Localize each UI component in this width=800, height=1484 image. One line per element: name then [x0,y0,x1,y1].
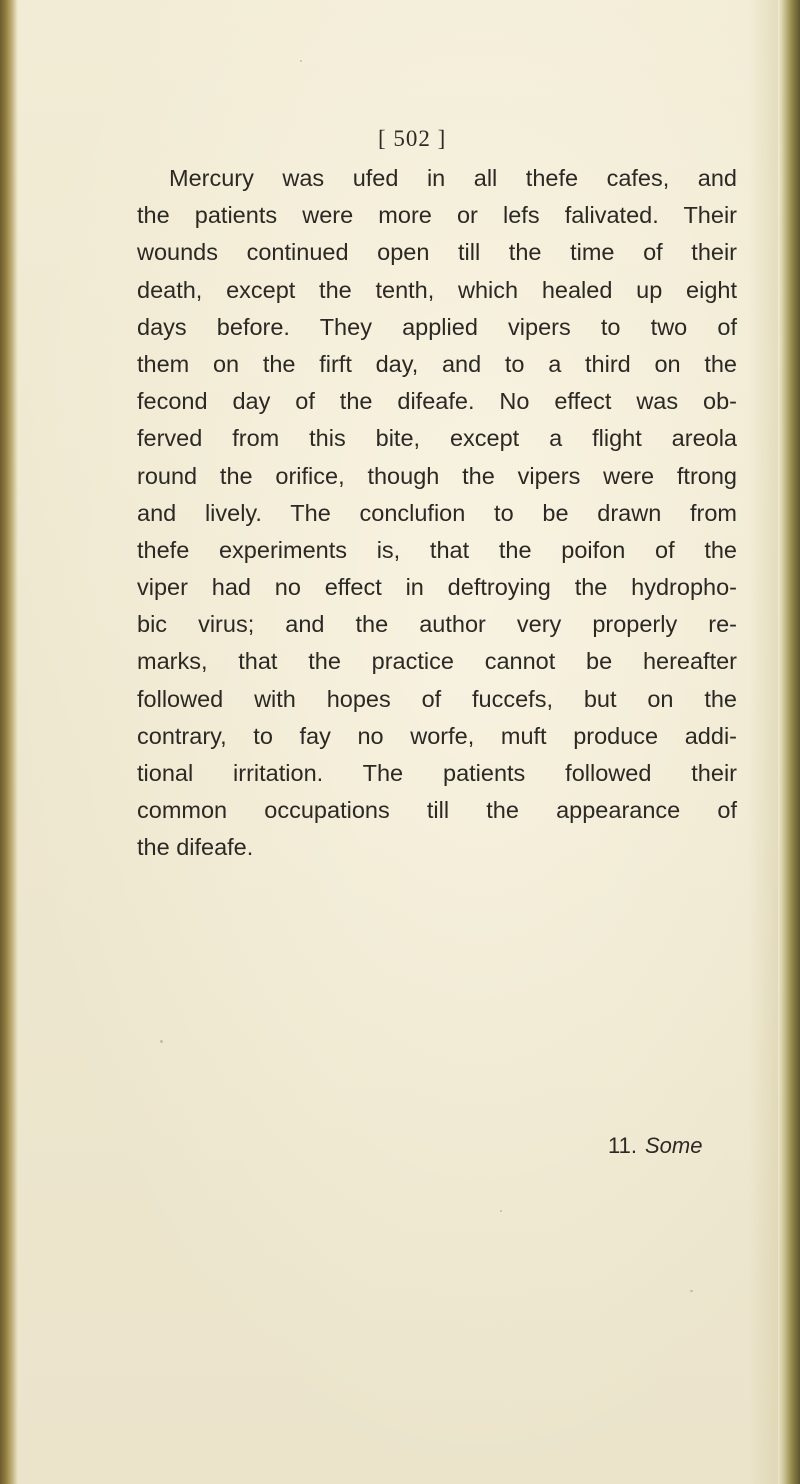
text-line: the difeafe. [137,834,254,861]
paper-speck [300,60,302,62]
paper-speck [500,1210,502,1212]
text-line: tional irritation. The patients followed their [137,760,737,786]
paper-speck [690,1290,693,1292]
page-right-fold [748,0,778,1484]
text-line: marks, that the practice cannot be hereafter [137,648,737,675]
page-right-shadow [778,0,800,1484]
text-line: the patients were more or lefs falivated. Their [137,202,737,229]
text-line: viper had no effect in deftroying the hydropho- [137,574,737,601]
body-text [137,160,737,867]
text-line: them on the firft day, and to a third on the [137,350,737,377]
catchword [608,1133,702,1159]
text-line: fecond day of the difeafe. No effect was ob- [137,388,737,415]
text-line: Mercury was ufed in all thefe cafes, and [169,165,737,191]
text-line: round the orifice, though the vipers were ftrong [137,462,737,489]
text-line: death, except the tenth, which healed up eight [137,276,737,303]
catchword-word: Some [644,1133,703,1158]
text-line: wounds continued open till the time of their [137,239,737,266]
text-line: and lively. The conclufion to be drawn from [137,499,737,526]
text-line: ferved from this bite, except a flight areola [137,425,737,452]
catchword-number: 11. [608,1133,637,1158]
text-line: common occupations till the appearance of [137,797,737,824]
page-left-shadow [0,0,18,1484]
text-line: followed with hopes of fuccefs, but on the [137,685,737,712]
text-line: contrary, to fay no worfe, muft produce addi- [137,722,737,749]
text-line: thefe experiments is, that the poifon of the [137,536,737,563]
paper-speck [160,1040,163,1043]
text-line: days before. They applied vipers to two of [137,313,737,340]
page-number: [ 502 ] [378,126,447,151]
text-line: bic virus; and the author very properly re- [137,611,737,638]
